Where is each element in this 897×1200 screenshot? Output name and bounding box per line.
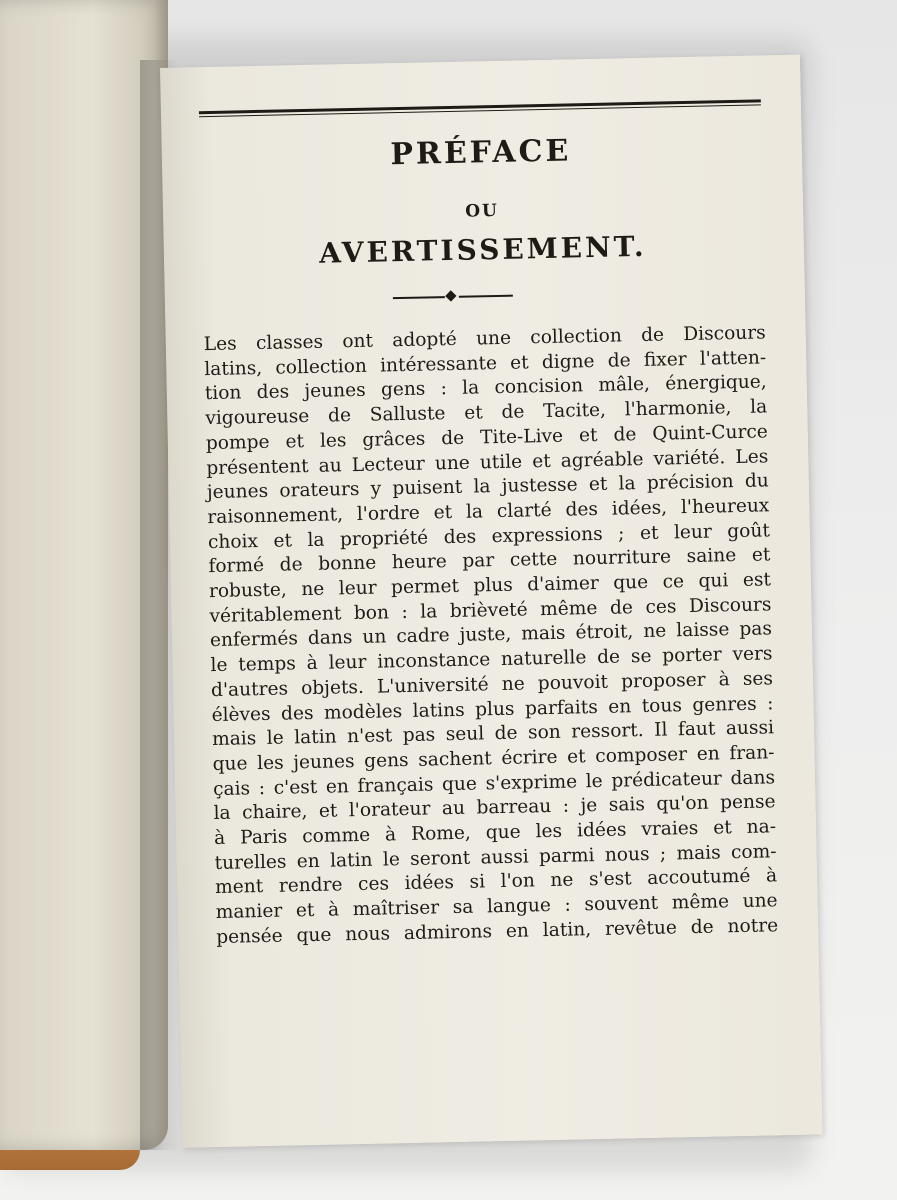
text-line: tion des jeunes gens : la concision mâle, énergique, [204,371,767,405]
top-double-rule [199,99,761,118]
text-line: formé de bonne heure par cette nourriture saine et [208,544,771,578]
text-line: à Paris comme à Rome, que les idées vraies et na- [213,816,777,850]
text-line: la chaire, et l'orateur au barreau : je sais qu'on pense [213,791,776,825]
page-title: PRÉFACE [390,133,572,173]
text-line: Les classes ont adopté une collection de Discours [203,322,766,356]
preface-body-text [204,321,779,950]
text-line: d'autres objets. L'université ne pouvoit proposer à ses [210,668,774,701]
page-subtitle: AVERTISSEMENT. [318,229,647,270]
text-line: latins, collection intéressante et digne de fixer l'atten- [204,347,767,380]
text-line: manier et à maîtriser sa langue : souvent même une [215,890,778,924]
page-content [199,99,779,948]
text-line: çais : c'est en français que s'exprime le prédicateur dans [212,766,776,800]
title-connector: OU [465,200,500,222]
title-ornament [393,291,513,304]
text-line: enfermés dans un cadre juste, mais étroit, ne laisse pas [209,618,773,652]
text-line: jeunes orateurs y puisent la justesse et la précision du [206,470,770,504]
text-line: robuste, ne leur permet plus d'aimer que ce qui est [208,569,772,603]
text-line: ment rendre ces idées si l'on ne s'est accoutumé à [214,865,778,899]
text-line: véritablement bon : la brièveté même de ces Discours [209,594,772,627]
text-line: choix et la propriété des expressions ; et leur goût [207,519,771,553]
ornament-line-right [459,295,513,298]
text-line: turelles en latin le seront aussi parmi nous ; mais com- [214,841,777,874]
right-page [160,55,822,1148]
text-line: vigoureuse de Salluste et de Tacite, l'harmonie, la [205,396,768,430]
text-line: raisonnement, l'ordre et la clarté des idées, l'heureux [207,495,770,529]
ornament-line-left [393,296,445,299]
text-line: le temps à leur inconstance naturelle de se porter vers [210,643,773,677]
text-line: que les jeunes gens sachent écrire et composer en fran- [212,742,775,776]
text-line: présentent au Lecteur une utile et agréable variété. Les [206,445,769,479]
ornament-diamond [445,290,456,301]
text-line: pompe et les grâces de Tite-Live et de Quint-Curce [205,421,768,454]
text-line: élèves des modèles latins plus parfaits en tous genres : [211,692,774,726]
text-line: mais le latin n'est pas seul de son ressort. Il faut aussi [211,717,775,751]
text-line: pensée que nous admirons en latin, revêtue de notre [215,915,779,948]
